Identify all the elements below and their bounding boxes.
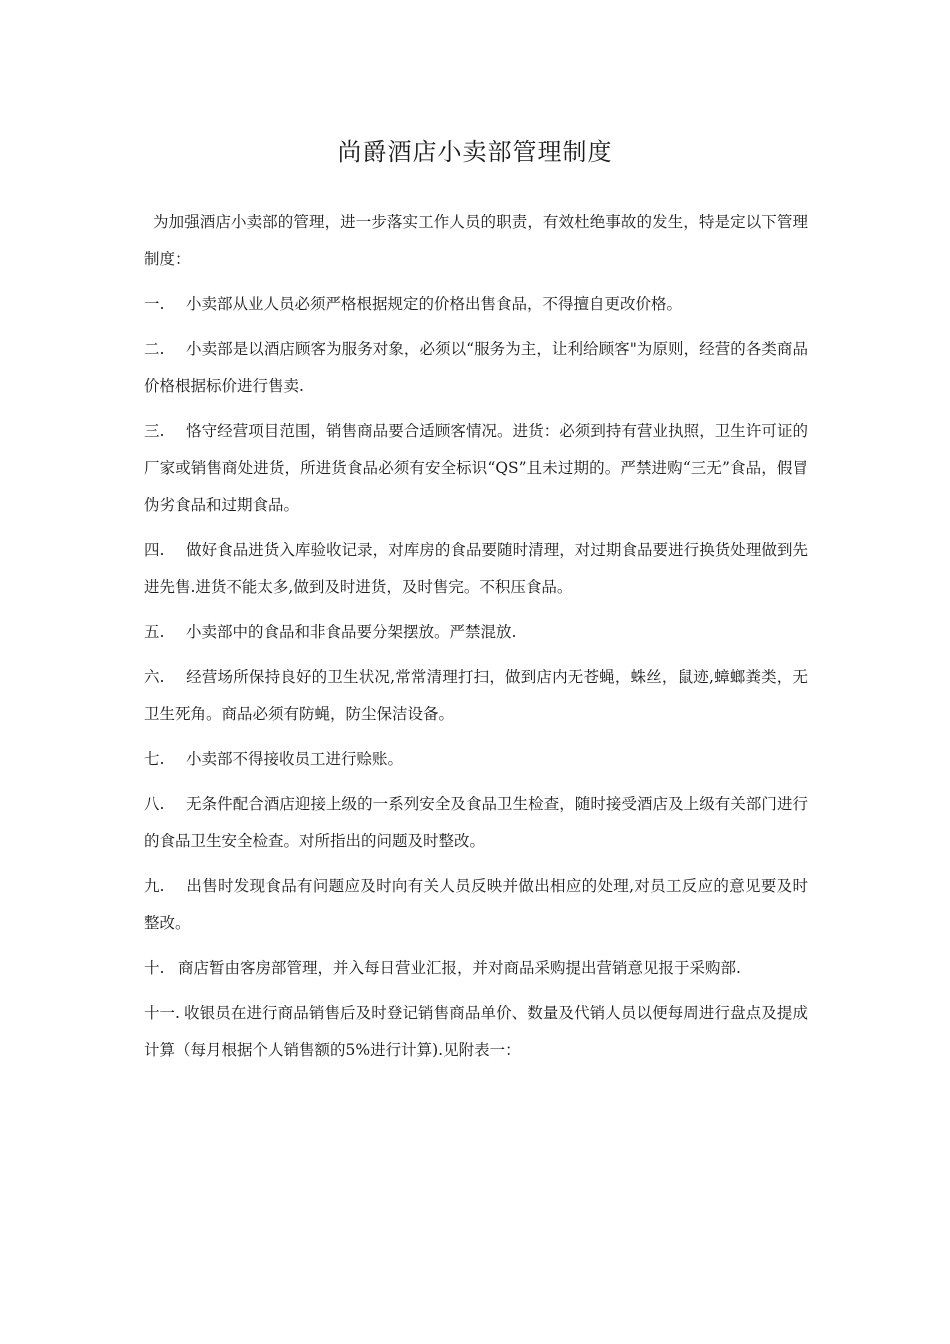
rule-text: 小卖部中的食品和非食品要分架摆放。严禁混放. — [186, 623, 517, 641]
rule-item-6 — [144, 659, 808, 733]
rule-item-7 — [144, 741, 808, 778]
rule-number: 五. — [144, 623, 165, 641]
rule-item-3 — [144, 413, 808, 524]
rule-number: 九. — [144, 877, 165, 895]
rule-text: 做好食品进货入库验收记录，对库房的食品要随时清理，对过期食品要进行换货处理做到先进先售.进货不能太多,做到及时进货，及时售完。不积压食品。 — [144, 541, 808, 596]
rule-number: 四. — [144, 541, 165, 559]
rule-number: 八. — [144, 795, 165, 813]
document-title: 尚爵酒店小卖部管理制度 — [337, 138, 613, 166]
rule-item-1 — [144, 286, 808, 323]
rule-text: 经营场所保持良好的卫生状况,常常清理打扫，做到店内无苍蝇，蛛丝，鼠迹,蟑螂粪类，无卫生死角。商品必须有防蝇，防尘保洁设备。 — [144, 668, 808, 723]
rule-number: 七. — [144, 750, 165, 768]
rule-text: 收银员在进行商品销售后及时登记销售商品单价、数量及代销人员以便每周进行盘点及提成计算（每月根据个人销售额的5%进行计算).见附表一： — [144, 1004, 808, 1059]
rule-number: 二. — [144, 340, 165, 358]
intro-paragraph: 为加强酒店小卖部的管理，进一步落实工作人员的职责，有效杜绝事故的发生，特是定以下管理制度： — [144, 213, 808, 268]
rule-text: 小卖部从业人员必须严格根据规定的价格出售食品，不得擅自更改价格。 — [186, 295, 683, 313]
rule-number: 一. — [144, 295, 165, 313]
rule-item-8 — [144, 786, 808, 860]
rule-item-2 — [144, 331, 808, 405]
rule-item-9 — [144, 868, 808, 942]
rule-number: 十一. — [144, 1004, 180, 1022]
rule-number: 三. — [144, 422, 165, 440]
rule-text: 恪守经营项目范围，销售商品要合适顾客情况。进货：必须到持有营业执照，卫生许可证的厂家或销售商处进货，所进货食品必须有安全标识“QS”且未过期的。严禁进购“三无”食品，假冒伪劣食品和过期食品。 — [144, 422, 808, 514]
rule-item-4 — [144, 532, 808, 606]
rule-item-11 — [144, 995, 808, 1069]
rule-text: 商店暂由客房部管理，并入每日营业汇报，并对商品采购提出营销意见报于采购部. — [178, 959, 741, 977]
rule-item-10 — [144, 950, 808, 987]
rule-text: 无条件配合酒店迎接上级的一系列安全及食品卫生检查，随时接受酒店及上级有关部门进行的食品卫生安全检查。对所指出的问题及时整改。 — [144, 795, 808, 850]
rule-number: 十. — [144, 959, 165, 977]
rule-text: 出售时发现食品有问题应及时向有关人员反映并做出相应的处理,对员工反应的意见要及时整改。 — [144, 877, 808, 932]
document-body — [144, 204, 808, 1077]
rule-text: 小卖部不得接收员工进行赊账。 — [186, 750, 404, 768]
rule-number: 六. — [144, 668, 165, 686]
rule-item-5 — [144, 614, 808, 651]
rule-text: 小卖部是以酒店顾客为服务对象，必须以“服务为主，让利给顾客"为原则，经营的各类商品价格根据标价进行售卖. — [144, 340, 808, 395]
